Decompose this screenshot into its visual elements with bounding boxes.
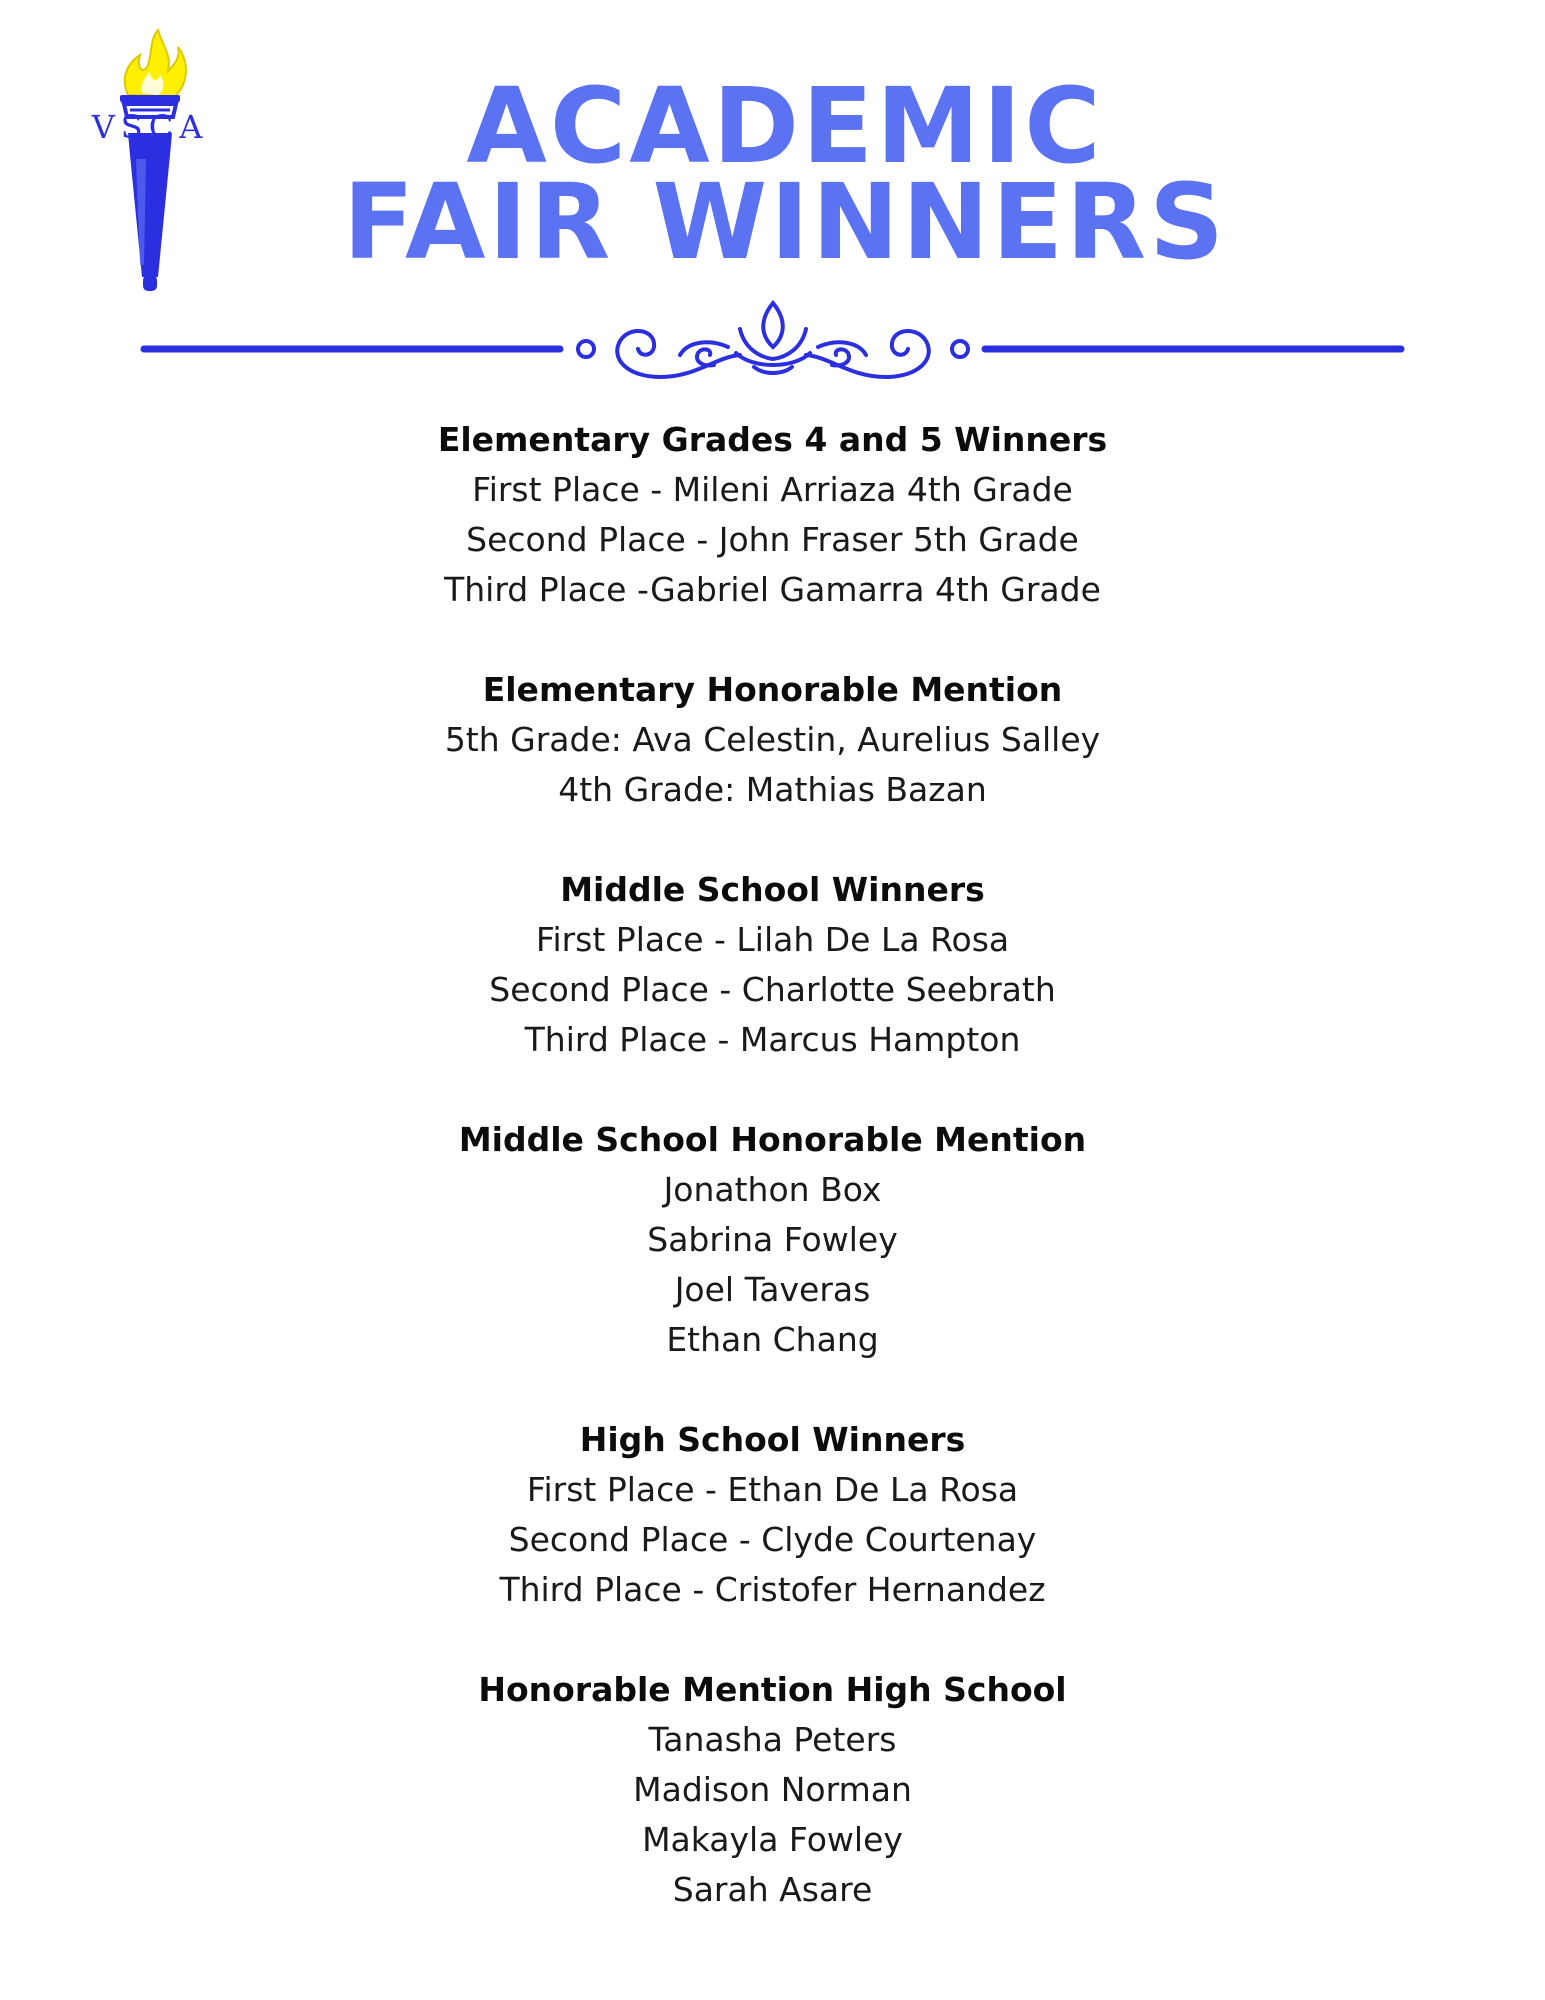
section-high-school-honorable-mention (280, 1665, 1265, 1915)
list-item: Sabrina Fowley (647, 1220, 898, 1259)
list-item: 5th Grade: Ava Celestin, Aurelius Salley (444, 720, 1101, 759)
section-middle-school-winners (280, 865, 1265, 1065)
list-item: 4th Grade: Mathias Bazan (558, 770, 987, 809)
list-item: Joel Taveras (674, 1270, 871, 1309)
list-item: Second Place - Clyde Courtenay (508, 1520, 1037, 1559)
page-title-line-2: FAIR WINNERS (342, 161, 1228, 283)
list-item: Third Place - Cristofer Hernandez (499, 1570, 1046, 1609)
list-item: Second Place - John Fraser 5th Grade (466, 520, 1079, 559)
list-item: Tanasha Peters (648, 1720, 897, 1759)
list-item: Ethan Chang (666, 1320, 879, 1359)
section-heading: Elementary Grades 4 and 5 Winners (437, 420, 1108, 459)
list-item: Third Place - Marcus Hampton (524, 1020, 1021, 1059)
list-item: First Place - Mileni Arriaza 4th Grade (472, 470, 1073, 509)
section-heading: Middle School Honorable Mention (458, 1120, 1087, 1159)
section-high-school-winners (280, 1415, 1265, 1615)
page-title-line-1: ACADEMIC (466, 65, 1104, 187)
section-heading: High School Winners (579, 1420, 966, 1459)
section-middle-school-honorable-mention (280, 1115, 1265, 1365)
section-heading: Honorable Mention High School (478, 1670, 1067, 1709)
winners-list (280, 415, 1265, 1965)
section-heading: Middle School Winners (560, 870, 985, 909)
list-item: Sarah Asare (672, 1870, 873, 1909)
section-elementary-honorable-mention (280, 665, 1265, 815)
vsca-torch-logo (50, 25, 250, 295)
list-item: Makayla Fowley (642, 1820, 903, 1859)
list-item: Madison Norman (633, 1770, 912, 1809)
list-item: First Place - Lilah De La Rosa (535, 920, 1010, 959)
section-heading: Elementary Honorable Mention (482, 670, 1063, 709)
list-item: First Place - Ethan De La Rosa (526, 1470, 1019, 1509)
flourish-divider-icon (140, 295, 1405, 385)
ornamental-divider (140, 295, 1405, 385)
torch-icon (50, 25, 250, 295)
list-item: Third Place -Gabriel Gamarra 4th Grade (444, 570, 1101, 609)
list-item: Jonathon Box (663, 1170, 882, 1209)
list-item: Second Place - Charlotte Seebrath (489, 970, 1056, 1009)
logo-text: VSCA (91, 108, 209, 146)
section-elementary-winners (280, 415, 1265, 615)
